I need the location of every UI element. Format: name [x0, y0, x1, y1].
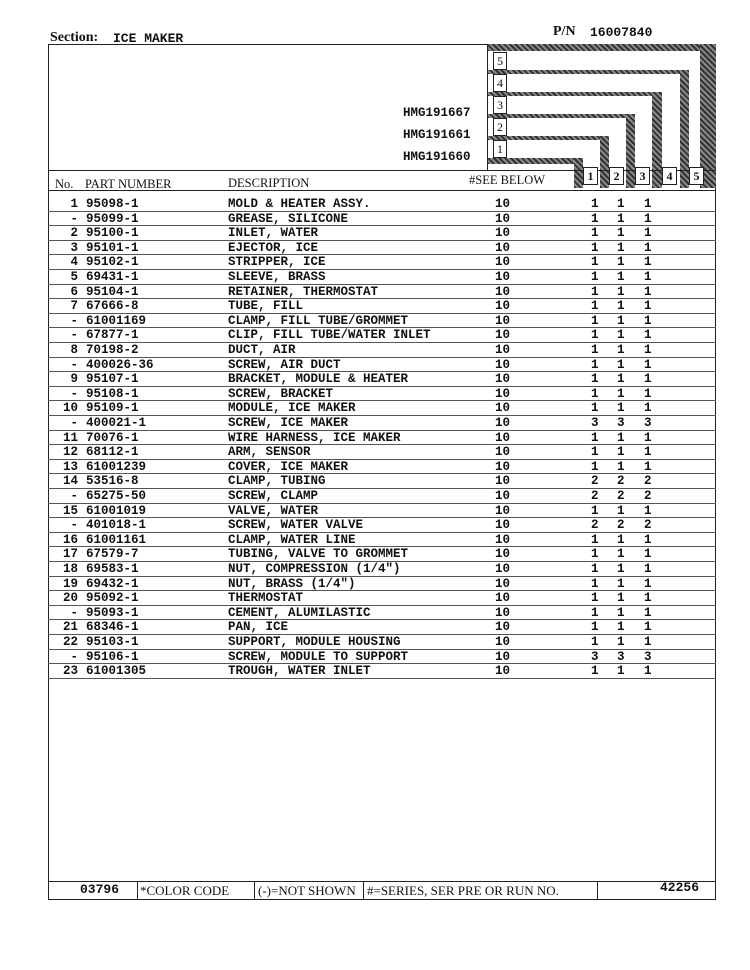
- see-below: 10: [495, 299, 511, 314]
- qty-2: 1: [617, 620, 625, 635]
- description: CLAMP, FILL TUBE/GROMMET: [228, 313, 409, 328]
- description: VALVE, WATER: [228, 503, 319, 518]
- item-no: 20: [62, 591, 78, 606]
- qty-1: 1: [591, 328, 599, 343]
- qty-1: 1: [591, 284, 599, 299]
- table-row: [0, 431, 750, 446]
- qty-1: 1: [591, 547, 599, 562]
- model-name-2: HMG191661: [403, 128, 471, 142]
- table-row: [0, 197, 750, 212]
- see-below: 10: [495, 372, 511, 387]
- see-below: 10: [495, 562, 511, 576]
- see-below: 10: [495, 313, 511, 328]
- see-below: 10: [495, 649, 511, 664]
- description: SCREW, ICE MAKER: [228, 416, 349, 430]
- description: ARM, SENSOR: [228, 445, 311, 460]
- qty-1: 1: [591, 270, 599, 284]
- see-below: 10: [495, 664, 511, 679]
- table-row: [0, 255, 750, 270]
- qty-2: 1: [617, 547, 625, 562]
- table-row: [0, 241, 750, 256]
- part-number: 95092-1: [86, 591, 139, 606]
- description: SLEEVE, BRASS: [228, 270, 326, 284]
- qty-2: 1: [617, 664, 625, 679]
- item-no: 14: [62, 474, 78, 489]
- description: MODULE, ICE MAKER: [228, 401, 356, 416]
- see-below: 10: [495, 445, 511, 460]
- description: SCREW, CLAMP: [228, 489, 319, 503]
- description: MOLD & HEATER ASSY.: [228, 197, 371, 211]
- qty-2: 1: [617, 635, 625, 649]
- description: SCREW, AIR DUCT: [228, 357, 341, 372]
- description: SCREW, WATER VALVE: [228, 518, 364, 533]
- see-below: 10: [495, 240, 511, 255]
- qty-3: 3: [644, 649, 652, 664]
- footer-series: #=SERIES, SER PRE OR RUN NO.: [367, 883, 559, 898]
- part-number: 69432-1: [86, 576, 139, 591]
- qty-2: 1: [617, 255, 625, 270]
- item-no: 1: [70, 197, 78, 211]
- description: TUBING, VALVE TO GROMMET: [228, 547, 409, 562]
- see-below: 10: [495, 547, 511, 562]
- qty-3: 1: [644, 576, 652, 591]
- qty-1: 1: [591, 664, 599, 679]
- item-no: 6: [70, 284, 78, 299]
- qty-3: 1: [644, 211, 652, 226]
- item-no: 12: [62, 445, 78, 460]
- see-below: 10: [495, 518, 511, 533]
- item-no: 2: [70, 226, 78, 241]
- description: INLET, WATER: [228, 226, 319, 241]
- description: SCREW, BRACKET: [228, 386, 334, 401]
- qty-2: 2: [617, 474, 625, 489]
- see-below: 10: [495, 284, 511, 299]
- see-below: 10: [495, 270, 511, 284]
- section-value: ICE MAKER: [113, 31, 184, 46]
- qty-3: 1: [644, 255, 652, 270]
- description: COVER, ICE MAKER: [228, 459, 349, 474]
- qty-3: 1: [644, 372, 652, 387]
- qty-3: 1: [644, 343, 652, 357]
- qty-1: 1: [591, 299, 599, 314]
- part-number: 95100-1: [86, 226, 139, 241]
- table-row: [0, 372, 750, 387]
- qty-col-2: 2: [609, 167, 624, 185]
- qty-2: 1: [617, 343, 625, 357]
- qty-1: 1: [591, 635, 599, 649]
- qty-3: 1: [644, 328, 652, 343]
- item-no: -: [70, 357, 78, 372]
- description: STRIPPER, ICE: [228, 255, 326, 270]
- item-no: -: [70, 313, 78, 328]
- description: BRACKET, MODULE & HEATER: [228, 372, 409, 387]
- qty-2: 1: [617, 299, 625, 314]
- see-below: 10: [495, 635, 511, 649]
- see-below: 10: [495, 226, 511, 241]
- qty-1: 1: [591, 226, 599, 241]
- see-below: 10: [495, 255, 511, 270]
- qty-2: 1: [617, 240, 625, 255]
- qty-3: 1: [644, 664, 652, 679]
- qty-1: 1: [591, 240, 599, 255]
- qty-3: 3: [644, 416, 652, 430]
- see-below: 10: [495, 605, 511, 620]
- qty-1: 1: [591, 357, 599, 372]
- description: EJECTOR, ICE: [228, 240, 319, 255]
- col-header-see-below: #SEE BELOW: [469, 173, 546, 187]
- table-row: [0, 387, 750, 402]
- item-no: 4: [70, 255, 78, 270]
- part-number: 69431-1: [86, 270, 139, 284]
- item-no: -: [70, 386, 78, 401]
- description: TROUGH, WATER INLET: [228, 664, 371, 679]
- part-number: 61001239: [86, 459, 147, 474]
- qty-1: 1: [591, 343, 599, 357]
- qty-1: 1: [591, 503, 599, 518]
- table-row: [0, 314, 750, 329]
- section-label: Section:: [50, 30, 99, 45]
- item-no: -: [70, 211, 78, 226]
- qty-3: 1: [644, 620, 652, 635]
- model-box-4: 4: [493, 74, 507, 92]
- table-row: [0, 212, 750, 227]
- part-number: 401018-1: [86, 518, 147, 533]
- qty-1: 1: [591, 620, 599, 635]
- see-below: 10: [495, 343, 511, 357]
- see-below: 10: [495, 532, 511, 547]
- qty-3: 1: [644, 591, 652, 606]
- qty-2: 1: [617, 445, 625, 460]
- see-below: 10: [495, 197, 511, 211]
- description: CLAMP, TUBING: [228, 474, 326, 489]
- description: CLAMP, WATER LINE: [228, 532, 356, 547]
- table-row: [0, 474, 750, 489]
- description: NUT, BRASS (1/4"): [228, 576, 356, 591]
- see-below: 10: [495, 503, 511, 518]
- see-below: 10: [495, 591, 511, 606]
- item-no: 17: [62, 547, 78, 562]
- table-row: [0, 664, 750, 679]
- item-no: 21: [62, 620, 78, 635]
- model-box-1: 1: [493, 140, 507, 158]
- item-no: 15: [62, 503, 78, 518]
- item-no: 18: [62, 562, 78, 576]
- table-row: [0, 518, 750, 533]
- see-below: 10: [495, 416, 511, 430]
- qty-1: 2: [591, 489, 599, 503]
- part-number: 61001161: [86, 532, 147, 547]
- part-number: 61001019: [86, 503, 147, 518]
- qty-3: 1: [644, 547, 652, 562]
- qty-3: 1: [644, 299, 652, 314]
- footer-color-code: *COLOR CODE: [140, 883, 230, 898]
- table-row: [0, 547, 750, 562]
- item-no: 22: [62, 635, 78, 649]
- description: RETAINER, THERMOSTAT: [228, 284, 379, 299]
- table-row: [0, 226, 750, 241]
- model-box-3: 3: [493, 96, 507, 114]
- qty-2: 1: [617, 591, 625, 606]
- see-below: 10: [495, 489, 511, 503]
- part-number: 95099-1: [86, 211, 139, 226]
- qty-3: 1: [644, 240, 652, 255]
- see-below: 10: [495, 357, 511, 372]
- qty-3: 1: [644, 430, 652, 445]
- qty-1: 1: [591, 386, 599, 401]
- see-below: 10: [495, 474, 511, 489]
- table-row: [0, 635, 750, 650]
- part-number: 95106-1: [86, 649, 139, 664]
- part-number: 95108-1: [86, 386, 139, 401]
- qty-col-1: 1: [583, 167, 598, 185]
- qty-3: 2: [644, 489, 652, 503]
- qty-1: 1: [591, 430, 599, 445]
- qty-1: 2: [591, 518, 599, 533]
- qty-col-3: 3: [635, 167, 650, 185]
- qty-2: 1: [617, 211, 625, 226]
- qty-1: 3: [591, 649, 599, 664]
- qty-1: 1: [591, 576, 599, 591]
- table-row: [0, 562, 750, 577]
- model-name-1: HMG191660: [403, 150, 471, 164]
- description: NUT, COMPRESSION (1/4"): [228, 562, 401, 576]
- item-no: -: [70, 328, 78, 343]
- qty-3: 1: [644, 270, 652, 284]
- description: SUPPORT, MODULE HOUSING: [228, 635, 401, 649]
- qty-col-5: 5: [689, 167, 704, 185]
- model-box-5: 5: [493, 52, 507, 70]
- part-number: 400026-36: [86, 357, 154, 372]
- table-row: [0, 460, 750, 475]
- table-row: [0, 343, 750, 358]
- footer-not-shown: (-)=NOT SHOWN: [258, 883, 356, 898]
- table-row: [0, 416, 750, 431]
- qty-2: 1: [617, 430, 625, 445]
- table-row: [0, 504, 750, 519]
- item-no: -: [70, 416, 78, 430]
- table-row: [0, 299, 750, 314]
- qty-3: 1: [644, 562, 652, 576]
- part-number: 95107-1: [86, 372, 139, 387]
- description: CLIP, FILL TUBE/WATER INLET: [228, 328, 431, 343]
- item-no: 23: [62, 664, 78, 679]
- see-below: 10: [495, 430, 511, 445]
- description: DUCT, AIR: [228, 343, 296, 357]
- col-header-description: DESCRIPTION: [228, 176, 310, 190]
- part-number: 400021-1: [86, 416, 147, 430]
- item-no: -: [70, 489, 78, 503]
- qty-col-4: 4: [662, 167, 677, 185]
- qty-3: 1: [644, 401, 652, 416]
- qty-2: 1: [617, 562, 625, 576]
- footer-code: 03796: [80, 882, 120, 897]
- part-number: 95102-1: [86, 255, 139, 270]
- qty-1: 1: [591, 459, 599, 474]
- qty-3: 1: [644, 357, 652, 372]
- item-no: 19: [62, 576, 78, 591]
- qty-3: 1: [644, 532, 652, 547]
- col-header-no: No.: [55, 177, 74, 191]
- qty-3: 1: [644, 313, 652, 328]
- qty-3: 1: [644, 284, 652, 299]
- qty-1: 1: [591, 445, 599, 460]
- qty-3: 1: [644, 605, 652, 620]
- qty-1: 1: [591, 255, 599, 270]
- qty-1: 1: [591, 562, 599, 576]
- part-number: 95101-1: [86, 240, 139, 255]
- item-no: -: [70, 649, 78, 664]
- table-row: [0, 533, 750, 548]
- qty-2: 1: [617, 328, 625, 343]
- see-below: 10: [495, 211, 511, 226]
- qty-2: 1: [617, 284, 625, 299]
- table-row: [0, 445, 750, 460]
- qty-1: 2: [591, 474, 599, 489]
- qty-2: 1: [617, 459, 625, 474]
- item-no: 11: [62, 430, 78, 445]
- part-number: 95103-1: [86, 635, 139, 649]
- qty-3: 2: [644, 518, 652, 533]
- item-no: -: [70, 518, 78, 533]
- item-no: 5: [70, 270, 78, 284]
- qty-3: 1: [644, 226, 652, 241]
- description: PAN, ICE: [228, 620, 289, 635]
- qty-2: 2: [617, 518, 625, 533]
- table-row: [0, 328, 750, 343]
- see-below: 10: [495, 620, 511, 635]
- item-no: 10: [62, 401, 78, 416]
- qty-2: 1: [617, 313, 625, 328]
- footer-doc-no: 42256: [660, 880, 700, 895]
- table-row: [0, 591, 750, 606]
- part-number: 95098-1: [86, 197, 139, 211]
- qty-3: 1: [644, 503, 652, 518]
- pn-value: 16007840: [590, 25, 653, 40]
- qty-1: 1: [591, 605, 599, 620]
- see-below: 10: [495, 401, 511, 416]
- part-number: 70076-1: [86, 430, 139, 445]
- description: WIRE HARNESS, ICE MAKER: [228, 430, 401, 445]
- part-number: 68112-1: [86, 445, 139, 460]
- table-row: [0, 620, 750, 635]
- qty-2: 1: [617, 386, 625, 401]
- table-row: [0, 489, 750, 504]
- part-number: 61001169: [86, 313, 147, 328]
- qty-3: 1: [644, 197, 652, 211]
- part-number: 67877-1: [86, 328, 139, 343]
- description: THERMOSTAT: [228, 591, 304, 606]
- qty-2: 3: [617, 649, 625, 664]
- qty-2: 1: [617, 576, 625, 591]
- qty-1: 1: [591, 401, 599, 416]
- qty-3: 1: [644, 459, 652, 474]
- qty-1: 1: [591, 211, 599, 226]
- part-number: 65275-50: [86, 489, 147, 503]
- item-no: 8: [70, 343, 78, 357]
- qty-2: 1: [617, 401, 625, 416]
- item-no: 13: [62, 459, 78, 474]
- qty-2: 3: [617, 416, 625, 430]
- item-no: 7: [70, 299, 78, 314]
- col-header-part-number: PART NUMBER: [85, 177, 172, 191]
- table-row: [0, 358, 750, 373]
- qty-3: 1: [644, 386, 652, 401]
- part-number: 61001305: [86, 664, 147, 679]
- part-number: 68346-1: [86, 620, 139, 635]
- description: TUBE, FILL: [228, 299, 304, 314]
- qty-1: 1: [591, 313, 599, 328]
- table-row: [0, 650, 750, 665]
- qty-2: 1: [617, 503, 625, 518]
- part-number: 95109-1: [86, 401, 139, 416]
- qty-2: 1: [617, 357, 625, 372]
- qty-1: 1: [591, 591, 599, 606]
- table-row: [0, 606, 750, 621]
- qty-2: 1: [617, 226, 625, 241]
- qty-3: 1: [644, 445, 652, 460]
- see-below: 10: [495, 328, 511, 343]
- table-row: [0, 577, 750, 592]
- qty-1: 1: [591, 197, 599, 211]
- qty-3: 1: [644, 635, 652, 649]
- qty-3: 2: [644, 474, 652, 489]
- qty-2: 1: [617, 372, 625, 387]
- table-row: [0, 270, 750, 285]
- qty-2: 1: [617, 197, 625, 211]
- see-below: 10: [495, 576, 511, 591]
- table-row: [0, 401, 750, 416]
- item-no: -: [70, 605, 78, 620]
- see-below: 10: [495, 459, 511, 474]
- qty-1: 1: [591, 372, 599, 387]
- table-row: [0, 285, 750, 300]
- part-number: 53516-8: [86, 474, 139, 489]
- qty-2: 1: [617, 605, 625, 620]
- part-number: 67666-8: [86, 299, 139, 314]
- model-name-3: HMG191667: [403, 106, 471, 120]
- model-box-2: 2: [493, 118, 507, 136]
- row-divider: [48, 678, 716, 679]
- part-number: 67579-7: [86, 547, 139, 562]
- part-number: 70198-2: [86, 343, 139, 357]
- item-no: 9: [70, 372, 78, 387]
- qty-1: 3: [591, 416, 599, 430]
- part-number: 95093-1: [86, 605, 139, 620]
- description: GREASE, SILICONE: [228, 211, 349, 226]
- pn-label: P/N: [553, 24, 576, 39]
- qty-2: 1: [617, 532, 625, 547]
- part-number: 95104-1: [86, 284, 139, 299]
- qty-2: 1: [617, 270, 625, 284]
- item-no: 3: [70, 240, 78, 255]
- see-below: 10: [495, 386, 511, 401]
- qty-1: 1: [591, 532, 599, 547]
- item-no: 16: [62, 532, 78, 547]
- qty-2: 2: [617, 489, 625, 503]
- description: CEMENT, ALUMILASTIC: [228, 605, 371, 620]
- part-number: 69583-1: [86, 562, 139, 576]
- description: SCREW, MODULE TO SUPPORT: [228, 649, 409, 664]
